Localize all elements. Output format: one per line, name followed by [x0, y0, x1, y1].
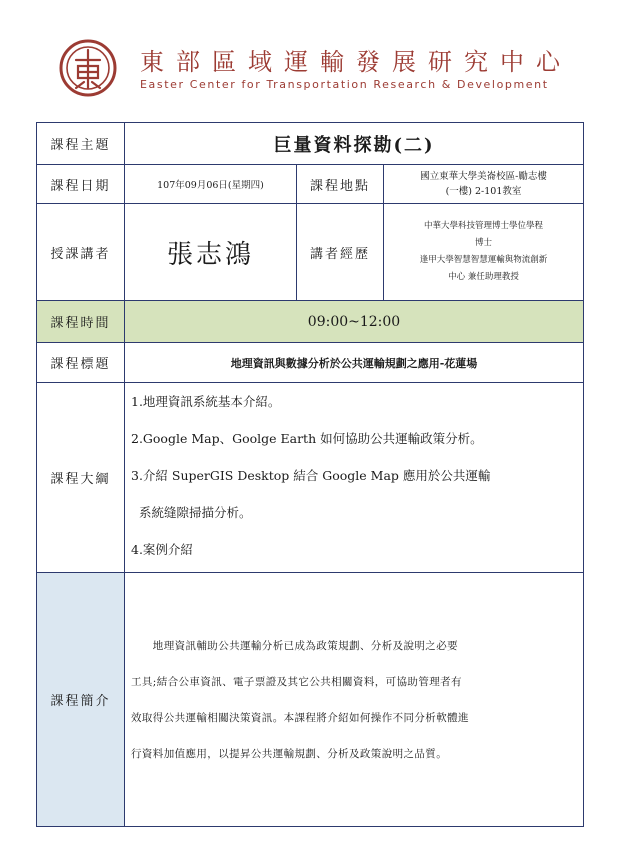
date-label: 課程日期 — [36, 164, 125, 204]
time-row — [36, 300, 584, 343]
experience-line: 逢甲大學智慧智慧運輸與物流創新 — [419, 255, 548, 265]
ring-seal-logo-icon — [58, 38, 118, 98]
outline-box — [124, 382, 584, 573]
course-time: 09:00~12:00 — [124, 300, 584, 343]
venue-line: (一樓) 2-101教室 — [445, 186, 522, 197]
intro-box — [124, 572, 584, 827]
outline-list — [125, 383, 494, 574]
intro-line: 地理資訊輔助公共運輸分析已成為政策規劃、分析及說明之必要 — [131, 639, 458, 652]
intro-line: 行資料加值應用，以提昇公共運輸規劃、分析及政策說明之品質。 — [131, 747, 448, 760]
date-venue-row — [36, 164, 584, 204]
page-header — [0, 0, 618, 110]
course-date: 107年09月06日(星期四) — [124, 164, 297, 204]
outline-item: 3.介紹 SuperGIS Desktop 結合 Google Map 應用於公共運輸 — [131, 468, 491, 483]
experience-line: 中華大學科技管理博士學位學程 — [423, 221, 543, 231]
time-label: 課程時間 — [36, 300, 125, 343]
topic-label: 課程主題 — [36, 122, 125, 165]
outline-label: 課程大綱 — [36, 382, 125, 573]
venue-label: 課程地點 — [296, 164, 384, 204]
lecturer-row — [36, 203, 584, 301]
org-name-zh: 東部區域運輸發展研究中心 — [140, 48, 572, 76]
outline-item: 系統缝隙掃描分析。 — [131, 505, 252, 520]
outline-row — [36, 382, 584, 573]
intro-row — [36, 572, 584, 827]
course-venue — [383, 164, 584, 204]
lecturer-experience — [383, 203, 584, 301]
venue-line: 國立東華大學美崙校區-勵志樓 — [420, 171, 547, 182]
outline-item: 1.地理資訊系統基本介紹。 — [131, 394, 281, 409]
org-name-en: Easter Center for Transportation Research & Development — [140, 78, 549, 91]
intro-label: 課程簡介 — [36, 572, 125, 827]
experience-line: 中心 兼任助理教授 — [448, 272, 519, 282]
intro-line: 效取得公共運輸相關決策資訊。本課程將介紹如何操作不同分析軟體進 — [131, 711, 469, 724]
outline-item: 2.Google Map、Goolge Earth 如何協助公共運輸政策分析。 — [131, 431, 483, 446]
topic-row — [36, 122, 584, 165]
experience-label: 講者經歷 — [296, 203, 384, 301]
course-subject: 地理資訊與數據分析於公共運輸規劃之應用-花蓮場 — [124, 342, 584, 383]
outline-item: 4.案例介紹 — [131, 542, 193, 557]
course-topic: 巨量資料探勘(二) — [124, 122, 584, 165]
subject-label: 課程標題 — [36, 342, 125, 383]
intro-line: 工具;結合公車資訊、電子票證及其它公共相關資料，可協助管理者有 — [131, 675, 462, 688]
subject-row — [36, 342, 584, 383]
intro-text — [125, 628, 475, 772]
experience-line: 博士 — [474, 238, 492, 248]
lecturer-label: 授課講者 — [36, 203, 125, 301]
lecturer-name: 張志鴻 — [124, 203, 297, 301]
